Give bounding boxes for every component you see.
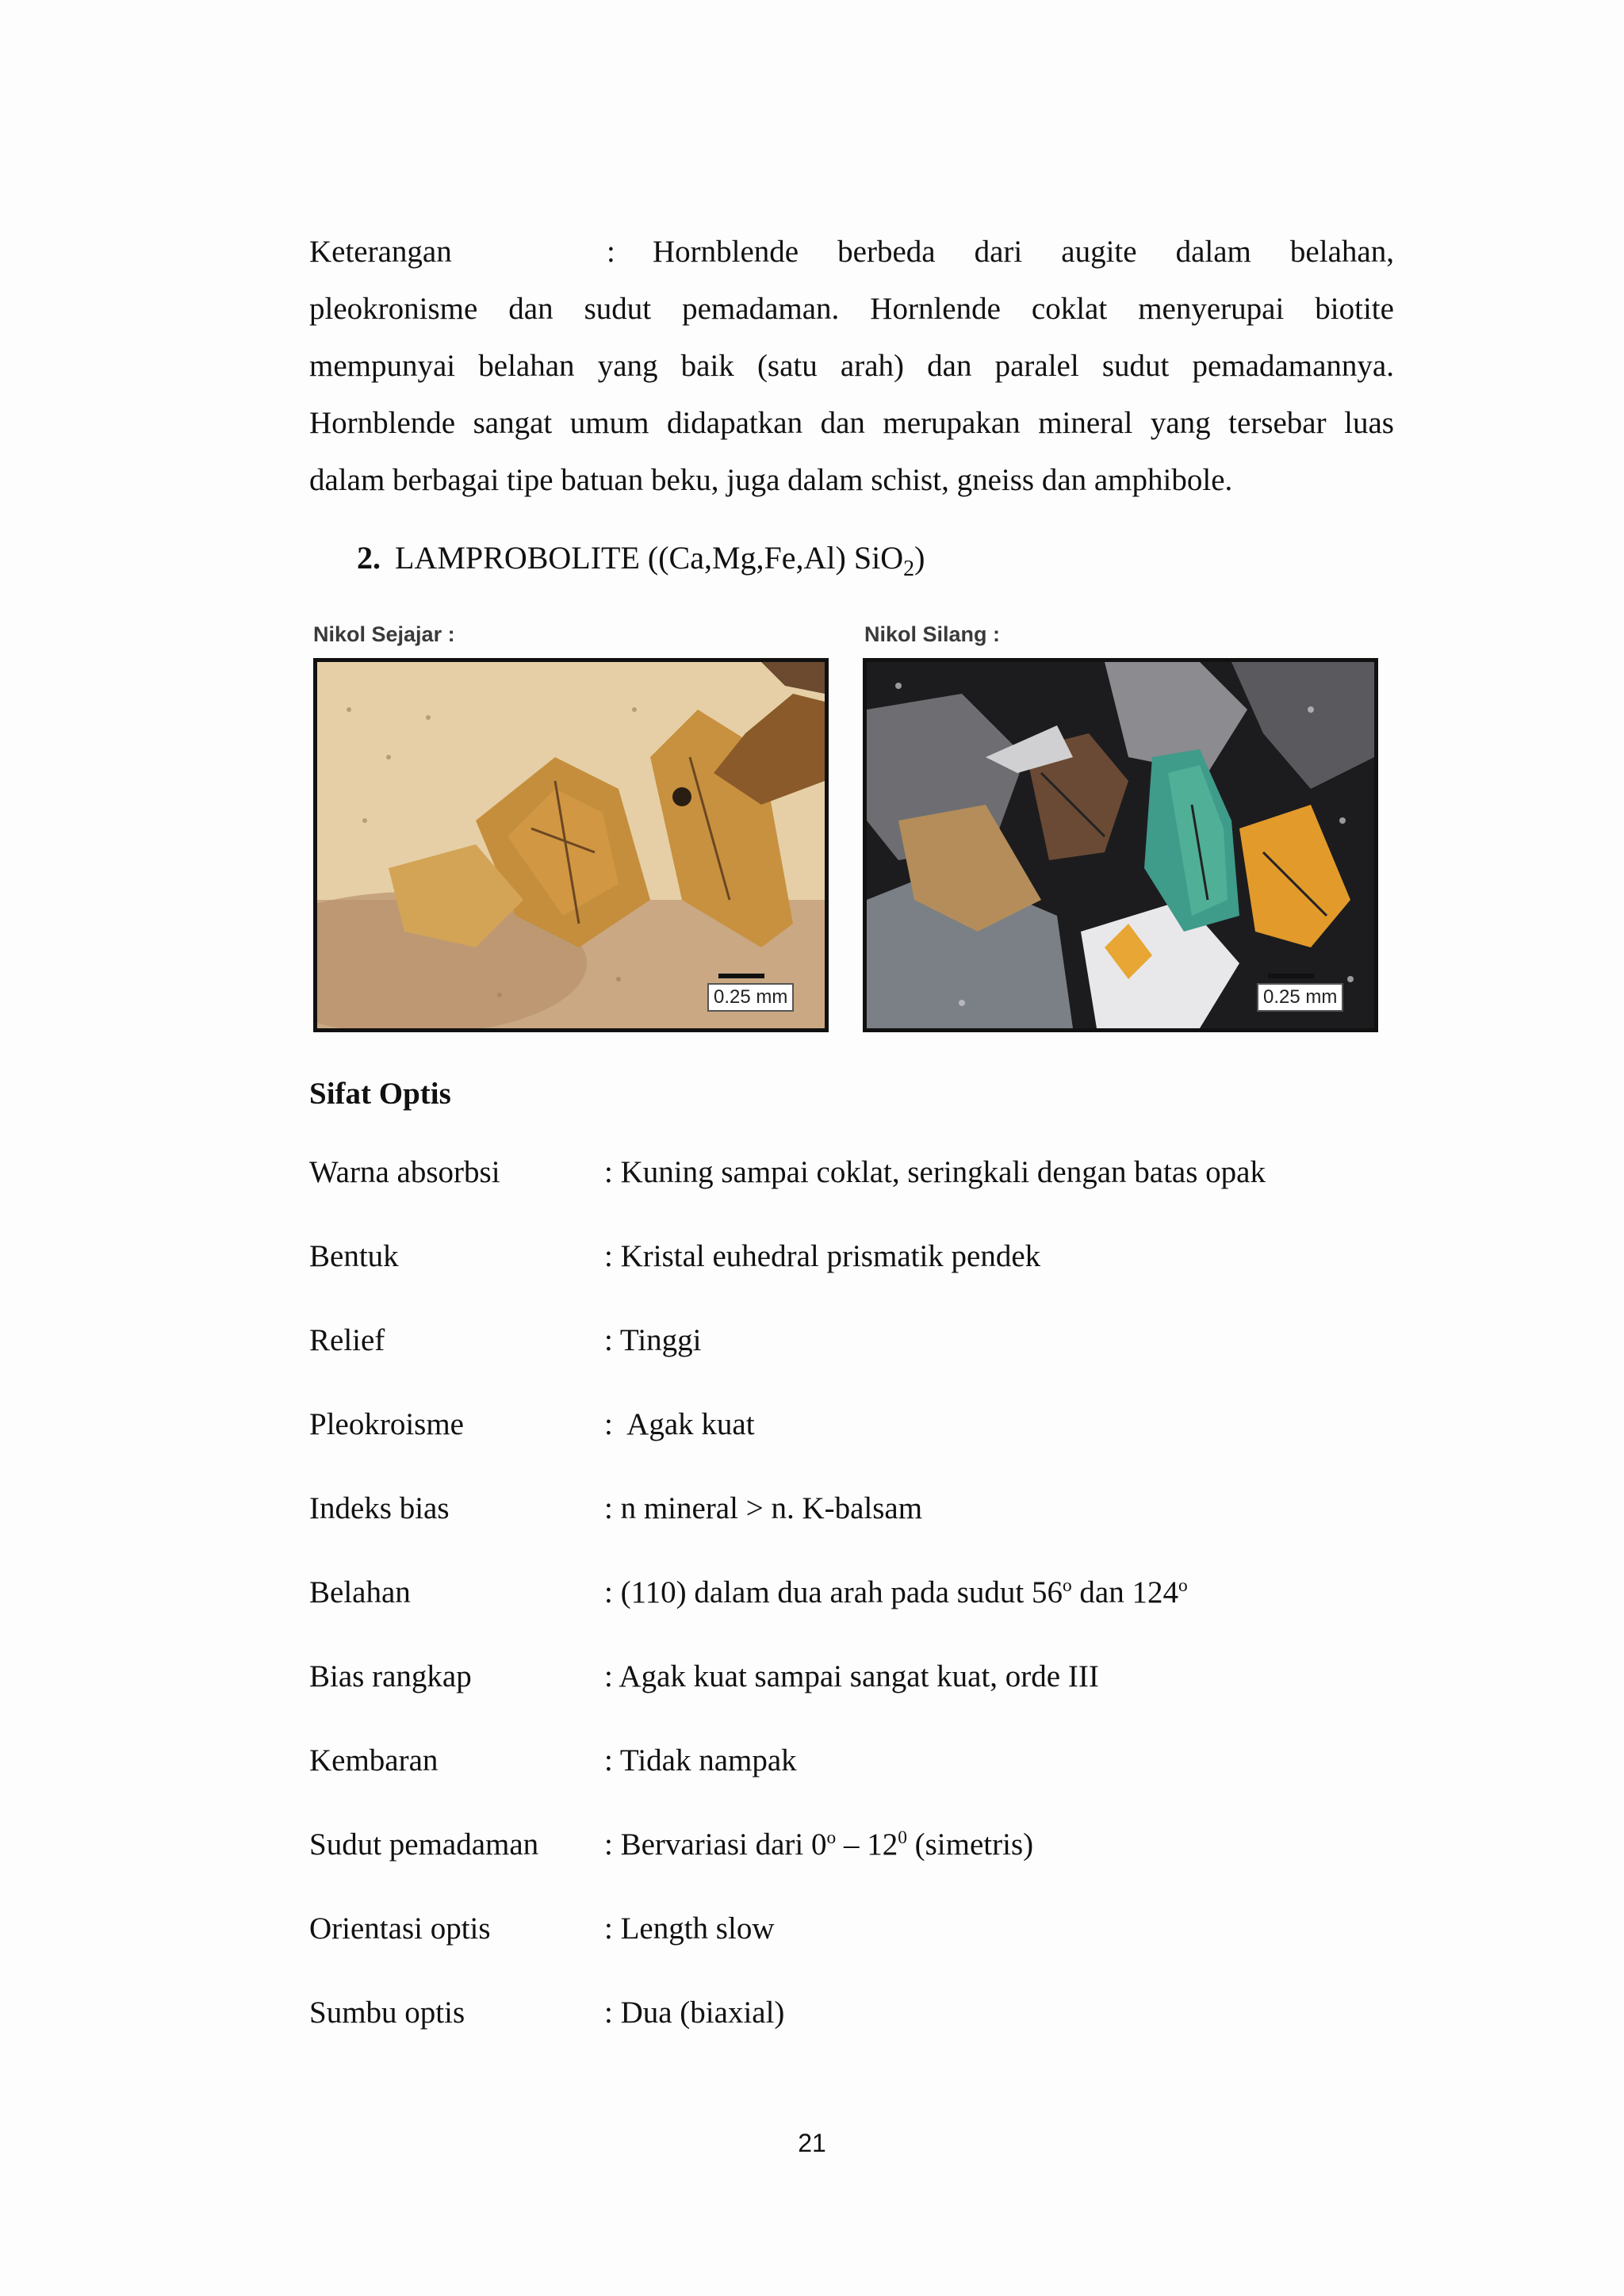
paragraph-word: (satu <box>756 349 818 383</box>
property-row <box>309 1490 1419 1575</box>
mineral-subscript: 2 <box>903 557 915 581</box>
property-row <box>309 1995 1419 2079</box>
scale-bar-right-text: 0.25 mm <box>1263 986 1338 1008</box>
mineral-name: LAMPROBOLITE ((Ca,Mg,Fe,Al) SiO <box>395 540 904 576</box>
property-row <box>309 1406 1419 1490</box>
keterangan-line-1-text <box>653 224 1394 281</box>
paragraph-word: tersebar <box>1228 406 1327 440</box>
mineral-close: ) <box>914 540 925 576</box>
paragraph-word: dan <box>820 406 865 440</box>
property-value: : Agak kuat <box>604 1407 755 1441</box>
property-row <box>309 1238 1419 1322</box>
keterangan-colon: : <box>607 235 615 269</box>
paragraph-word: Hornblende <box>653 235 799 269</box>
page-number: 21 <box>798 2129 826 2157</box>
paragraph-word: coklat <box>1031 292 1108 326</box>
paragraph-word: sudut <box>1101 349 1170 383</box>
property-label: Sudut pemadaman <box>309 1827 539 1862</box>
property-label: Kembaran <box>309 1743 439 1777</box>
property-label: Belahan <box>309 1575 411 1609</box>
property-label: Bias rangkap <box>309 1659 472 1693</box>
paragraph-word: Hornblende <box>309 406 456 440</box>
property-row <box>309 1743 1419 1827</box>
paragraph-word: sudut <box>584 292 652 326</box>
paragraph-word: merupakan <box>883 406 1021 440</box>
paragraph-word: luas <box>1344 406 1394 440</box>
paragraph-word: belahan, <box>1289 235 1394 269</box>
nikol-sejajar-label: Nikol Sejajar : <box>313 622 455 646</box>
property-value: : Kristal euhedral prismatik pendek <box>604 1239 1041 1273</box>
property-value: : Agak kuat sampai sangat kuat, orde III <box>604 1659 1099 1693</box>
property-label: Relief <box>309 1323 385 1357</box>
nikol-silang-micrograph <box>863 658 1378 1032</box>
property-row <box>309 1659 1419 1743</box>
keterangan-line-5 <box>309 452 1394 509</box>
paragraph-word: dan <box>508 292 553 326</box>
paragraph-word: umum <box>569 406 649 440</box>
nikol-silang-label: Nikol Silang : <box>864 622 1001 646</box>
paragraph-word: augite <box>1061 235 1137 269</box>
section-title: Sifat Optis <box>309 1077 451 1111</box>
property-value: : Dua (biaxial) <box>604 1996 785 2030</box>
property-value: : Tinggi <box>604 1323 702 1357</box>
paragraph-word: paralel <box>994 349 1079 383</box>
scale-bar-left-text: 0.25 mm <box>714 986 788 1008</box>
nikol-sejajar-micrograph <box>313 658 829 1032</box>
paragraph-word: pleokronisme <box>309 292 478 326</box>
keterangan-line-2 <box>309 281 1394 338</box>
keterangan-paragraph <box>309 224 1394 509</box>
property-value: : Tidak nampak <box>604 1743 797 1777</box>
paragraph-word: menyerupai <box>1138 292 1285 326</box>
paragraph-word: dari <box>974 235 1023 269</box>
keterangan-line-5-text: dalam berbagai tipe batuan beku, juga dalam schist, gneiss dan amphibole. <box>309 463 1233 497</box>
property-row <box>309 1575 1419 1659</box>
paragraph-word: biotite <box>1315 292 1394 326</box>
paragraph-word: yang <box>1150 406 1211 440</box>
property-label: Indeks bias <box>309 1491 450 1525</box>
optical-properties-list <box>309 1154 1419 2079</box>
property-row <box>309 1911 1419 1995</box>
property-value: : Kuning sampai coklat, seringkali dengan batas opak <box>604 1155 1266 1189</box>
keterangan-line-4 <box>309 395 1394 452</box>
paragraph-word: baik <box>680 349 734 383</box>
paragraph-word: didapatkan <box>666 406 803 440</box>
paragraph-word: Hornlende <box>870 292 1001 326</box>
mineral-heading <box>357 539 925 581</box>
paragraph-word: mineral <box>1038 406 1133 440</box>
paragraph-word: belahan <box>478 349 575 383</box>
property-label: Pleokroisme <box>309 1407 464 1441</box>
property-label: Orientasi optis <box>309 1911 491 1946</box>
paragraph-word: sangat <box>473 406 553 440</box>
property-row <box>309 1154 1419 1238</box>
scale-bar-right <box>1257 983 1343 1012</box>
paragraph-word: dalam <box>1175 235 1251 269</box>
paragraph-word: pemadaman. <box>682 292 840 326</box>
keterangan-line-1 <box>309 224 1394 281</box>
property-label: Warna absorbsi <box>309 1155 500 1189</box>
paragraph-word: arah) <box>840 349 904 383</box>
property-value: : n mineral > n. K-balsam <box>604 1491 923 1525</box>
keterangan-line-3 <box>309 338 1394 395</box>
scale-bar-left <box>707 983 794 1012</box>
paragraph-word: berbeda <box>837 235 936 269</box>
paragraph-word: pemadamannya. <box>1192 349 1394 383</box>
keterangan-label: Keterangan <box>309 235 452 269</box>
property-row <box>309 1827 1419 1911</box>
property-row <box>309 1322 1419 1406</box>
paragraph-word: yang <box>597 349 658 383</box>
property-value: : Bervariasi dari $0^o - 12^0$ (simetris) <box>604 1827 1034 1862</box>
property-label: Sumbu optis <box>309 1996 465 2030</box>
paragraph-word: mempunyai <box>309 349 456 383</box>
mineral-number: 2. <box>357 540 381 576</box>
property-value: : Length slow <box>604 1911 775 1946</box>
property-label: Bentuk <box>309 1239 399 1273</box>
paragraph-word: dan <box>927 349 972 383</box>
property-value: : (110) dalam dua arah pada sudut 56$^o$ dan 124$^o$ <box>604 1575 1188 1609</box>
